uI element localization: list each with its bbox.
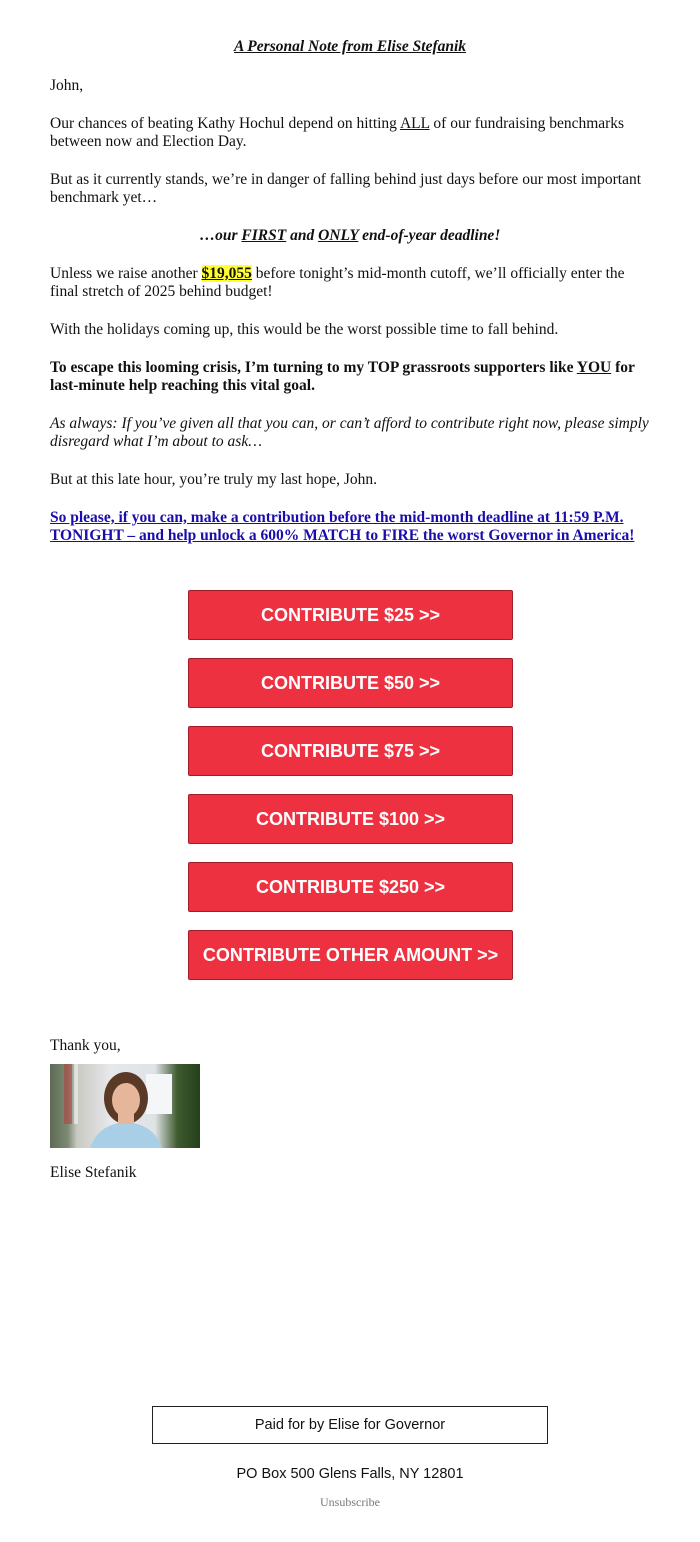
p6-text: To escape this looming crisis, I’m turning to my TOP grassroots supporters like	[50, 359, 577, 376]
candidate-photo	[50, 1064, 200, 1148]
unsubscribe-link[interactable]: Unsubscribe	[320, 1495, 380, 1509]
closing: Thank you,	[50, 1037, 121, 1054]
p6-text-end: for last-minute help reaching this vital goal.	[50, 359, 635, 394]
contribute-25-button[interactable]: CONTRIBUTE $25 >>	[188, 590, 513, 640]
mailing-address: PO Box 500 Glens Falls, NY 12801	[236, 1466, 464, 1482]
paragraph-6	[50, 359, 650, 395]
paragraph-7-disclaimer: As always: If you’ve given all that you can, or can’t afford to contribute right now, please simply disregard what I’m about to ask…	[50, 415, 649, 450]
p3-first: FIRST	[241, 227, 287, 244]
paragraph-8: But at this late hour, you’re truly my last hope, John.	[50, 471, 377, 488]
paragraph-5: With the holidays coming up, this would be the worst possible time to fall behind.	[50, 321, 559, 338]
p1-emphasis: ALL	[399, 115, 430, 132]
p3-only: ONLY	[318, 227, 359, 244]
p4-text: Unless we raise another	[50, 265, 202, 282]
paragraph-1	[50, 115, 650, 151]
contribute-250-button[interactable]: CONTRIBUTE $250 >>	[188, 862, 513, 912]
paragraph-3-deadline	[50, 227, 650, 245]
p3-text-e: end-of-year deadline!	[358, 227, 501, 244]
p1-text: Our chances of beating Kathy Hochul depend on hitting	[50, 115, 400, 132]
p3-text-c: and	[286, 227, 319, 244]
email-heading: A Personal Note from Elise Stefanik	[233, 38, 467, 55]
contribute-other-amount-button[interactable]: CONTRIBUTE OTHER AMOUNT >>	[188, 930, 513, 980]
contribute-100-button[interactable]: CONTRIBUTE $100 >>	[188, 794, 513, 844]
p1-text-end: of our fundraising benchmarks between now and Election Day.	[50, 115, 625, 150]
contribute-50-button[interactable]: CONTRIBUTE $50 >>	[188, 658, 513, 708]
salutation: John,	[50, 77, 84, 94]
paid-for-disclaimer-box	[152, 1406, 548, 1444]
paragraph-4	[50, 265, 650, 301]
p4-text-end: before tonight’s mid-month cutoff, we’ll officially enter the final stretch of 2025 behind budget!	[50, 265, 625, 300]
signature-name: Elise Stefanik	[50, 1164, 137, 1181]
contribution-link[interactable]: So please, if you can, make a contribution before the mid-month deadline at 11:59 P.M. TONIGHT – and help unlock a 600% MATCH to FIRE the worst Governor in America!	[50, 509, 635, 544]
paid-for-text: Paid for by Elise for Governor	[254, 1417, 446, 1433]
highlighted-amount: $19,055	[201, 265, 252, 282]
p3-text-a: …our	[199, 227, 242, 244]
candidate-photo-illustration	[50, 1064, 200, 1148]
paragraph-2: But as it currently stands, we’re in danger of falling behind just days before our most important benchmark yet…	[50, 171, 642, 206]
contribute-75-button[interactable]: CONTRIBUTE $75 >>	[188, 726, 513, 776]
p6-you: YOU	[576, 359, 612, 376]
